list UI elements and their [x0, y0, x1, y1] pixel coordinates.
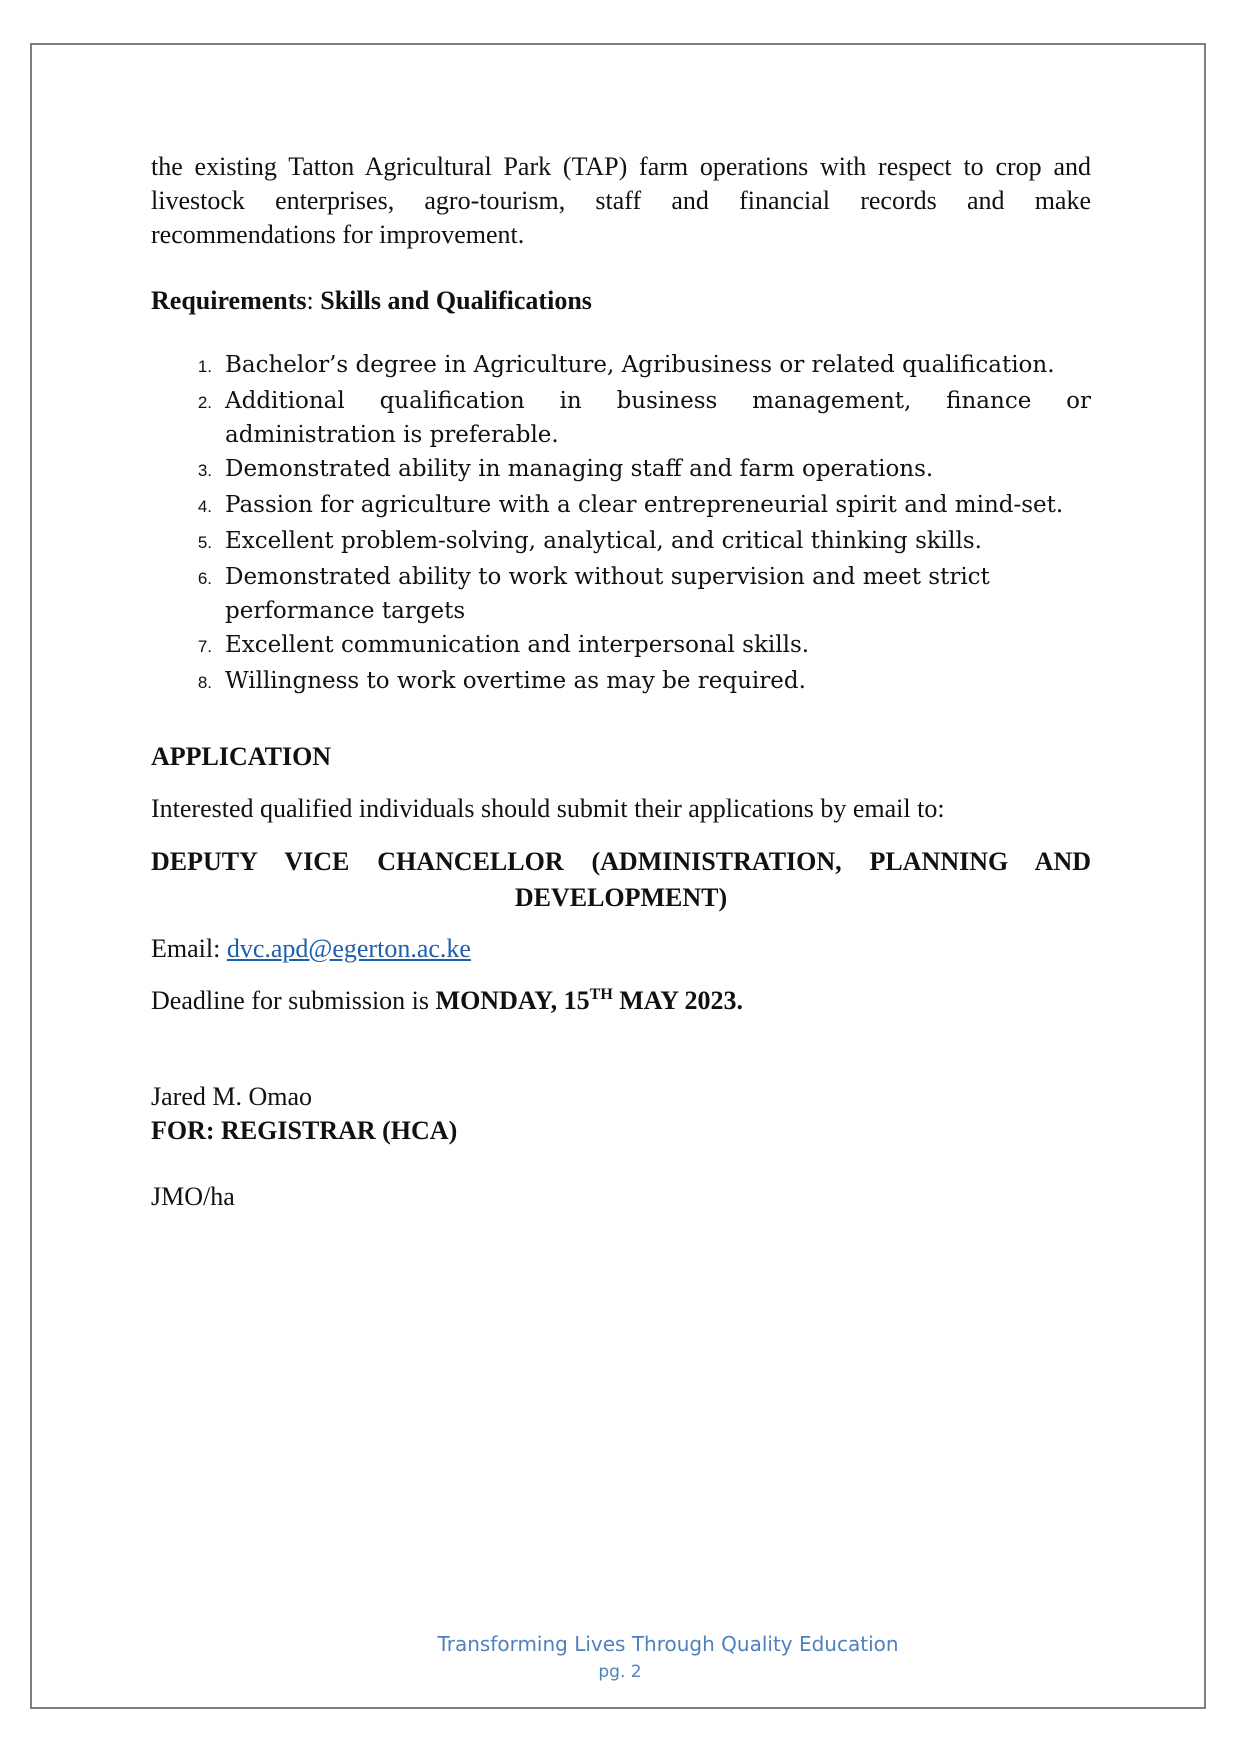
requirements-heading: [151, 284, 1091, 318]
recipient-block: [151, 844, 1091, 916]
list-item-text: Demonstrated ability in managing staff and farm operations.: [225, 456, 934, 482]
signatory-role: FOR: REGISTRAR (HCA): [151, 1116, 458, 1145]
deadline-day: MONDAY, 15: [435, 986, 590, 1015]
deadline-line: [151, 984, 1091, 1018]
deadline-date: [436, 986, 743, 1015]
list-item-number: 5.: [197, 533, 212, 552]
list-item-text: Additional qualification in business management, finance or administration is preferable.: [225, 388, 1091, 448]
list-item: [151, 560, 1091, 628]
list-item: [151, 452, 1091, 488]
list-item: [151, 488, 1091, 524]
signatory-name: Jared M. Omao: [151, 1082, 313, 1111]
deadline-prefix: Deadline for submission is: [151, 986, 436, 1015]
list-item: [151, 524, 1091, 560]
list-item-number: 4.: [197, 497, 212, 516]
email-label: Email:: [151, 934, 227, 963]
list-item-number: 2.: [197, 393, 212, 412]
application-heading: APPLICATION: [151, 742, 332, 771]
list-item: [151, 384, 1091, 452]
recipient-line-2: DEVELOPMENT): [514, 883, 728, 912]
list-item-text: Bachelor’s degree in Agriculture, Agribusiness or related qualification.: [225, 352, 1055, 378]
list-item-number: 8.: [197, 673, 212, 692]
requirements-heading-colon: :: [306, 286, 314, 315]
footer-motto: Transforming Lives Through Quality Education: [437, 1632, 899, 1656]
list-item-text: Excellent problem-solving, analytical, and critical thinking skills.: [225, 528, 982, 554]
requirements-heading-label: Requirements: [151, 286, 307, 315]
deadline-ordinal: TH: [589, 986, 613, 1003]
email-line: [151, 932, 1091, 966]
list-item: [151, 628, 1091, 664]
requirements-list: [151, 348, 1091, 700]
list-item: [151, 664, 1091, 700]
reference-initials: JMO/ha: [151, 1182, 235, 1211]
intro-paragraph: the existing Tatton Agricultural Park (TAP) farm operations with respect to crop and livestock enterprises, agro-tourism, staff and financial records and make recommendations for improvement.: [151, 152, 1091, 249]
list-item-text: Excellent communication and interpersonal skills.: [225, 632, 810, 658]
application-instruction: Interested qualified individuals should submit their applications by email to:: [151, 794, 945, 823]
requirements-heading-rest: Skills and Qualifications: [320, 286, 592, 315]
list-item-text: Willingness to work overtime as may be required.: [225, 668, 806, 694]
list-item-text: Passion for agriculture with a clear entrepreneurial spirit and mind-set.: [225, 492, 1064, 518]
deadline-month-year: MAY 2023.: [612, 986, 744, 1015]
list-item-number: 7.: [197, 637, 212, 656]
list-item-number: 3.: [197, 461, 212, 480]
list-item-number: 1.: [197, 357, 212, 376]
footer-page-number: pg. 2: [598, 1662, 642, 1682]
list-item: [151, 348, 1091, 384]
recipient-line-1: DEPUTY VICE CHANCELLOR (ADMINISTRATION, PLANNING AND: [151, 847, 1091, 876]
list-item-number: 6.: [197, 569, 212, 588]
email-link[interactable]: dvc.apd@egerton.ac.ke: [226, 934, 471, 963]
document-body: [151, 150, 1091, 1214]
list-item-text: Demonstrated ability to work without supervision and meet strict performance targets: [225, 564, 990, 624]
